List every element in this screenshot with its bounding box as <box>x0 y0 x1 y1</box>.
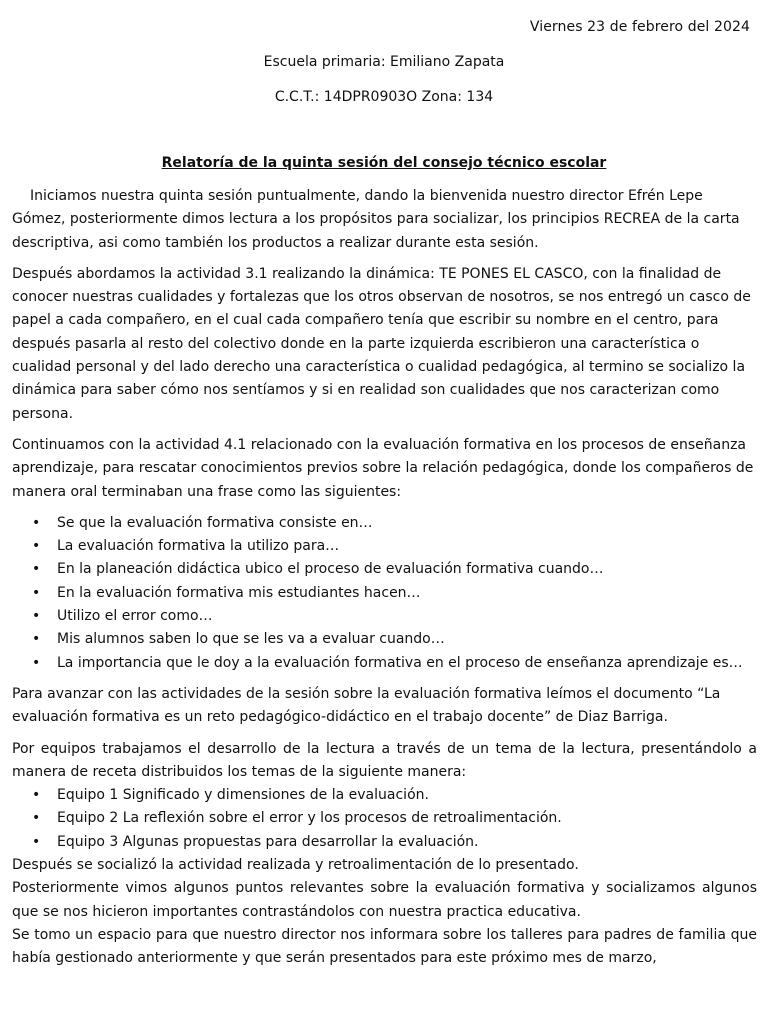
document-date: Viernes 23 de febrero del 2024 <box>529 19 750 35</box>
bullet-icon: • <box>32 833 41 850</box>
school-cct: C.C.T.: 14DPR0903O Zona: 134 <box>274 89 494 105</box>
paragraph-activity-3-1: Después abordamos la actividad 3.1 realizando la dinámica: TE PONES EL CASCO, con la finalidad de conocer nuestras cualidades y fortalezas que los otros observan de nosotros, se nos entregó un casco de papel a cada compañero, en el cual cada compañero tenía que escribir su nombre en el centro, para después pasarla al resto del colectivo donde en la parte izquierda escribieron una característica o cualidad personal y del lado derecho una característica o cualidad pedagógica, al termino se socializo la dinámica para saber cómo nos sentíamos y si en realidad son cualidades que nos caracterizan como persona. <box>12 265 751 422</box>
teams-list <box>12 784 757 854</box>
list-item: • En la planeación didáctica ubico el proceso de evaluación formativa cuando… <box>12 558 757 581</box>
bullet-icon: • <box>32 538 41 555</box>
list-item: • La importancia que le doy a la evaluación formativa en el proceso de enseñanza aprendizaje es… <box>12 652 757 675</box>
bullet-icon: • <box>32 608 41 625</box>
bullet-icon: • <box>32 654 41 671</box>
list-item: • Equipo 2 La reflexión sobre el error y los procesos de retroalimentación. <box>12 807 757 830</box>
list-item: • Mis alumnos saben lo que se les va a evaluar cuando… <box>12 628 757 651</box>
phrases-list <box>12 512 757 675</box>
bullet-icon: • <box>32 810 41 827</box>
bullet-icon: • <box>32 514 41 531</box>
list-item: • La evaluación formativa la utilizo para… <box>12 535 757 558</box>
list-item: • Utilizo el error como… <box>12 605 757 628</box>
paragraph-relevant-points: Posteriormente vimos algunos puntos relevantes sobre la evaluación formativa y socializamos algunos que se nos hicieron importantes contrastándolos con nuestra practica educativa. <box>12 880 757 920</box>
document-title: Relatoría de la quinta sesión del consejo técnico escolar <box>161 155 607 171</box>
list-item: • En la evaluación formativa mis estudiantes hacen… <box>12 582 757 605</box>
school-name: Escuela primaria: Emiliano Zapata <box>263 54 505 70</box>
paragraph-intro: Iniciamos nuestra quinta sesión puntualmente, dando la bienvenida nuestro director Efrén Lepe Gómez, posteriormente dimos lectura a los propósitos para socializar, los principios RECREA de la carta descriptiva, asi como también los productos a realizar durante esta sesión. <box>12 188 740 251</box>
list-item: • Se que la evaluación formativa consiste en… <box>12 512 757 535</box>
paragraph-socialized: Después se socializó la actividad realizada y retroalimentación de lo presentado. <box>12 857 579 874</box>
list-item: • Equipo 1 Significado y dimensiones de la evaluación. <box>12 784 757 807</box>
paragraph-activity-4-1: Continuamos con la actividad 4.1 relacionado con la evaluación formativa en los procesos de enseñanza aprendizaje, para rescatar conocimientos previos sobre la relación pedagógica, donde los compañeros de manera oral terminaban una frase como las siguientes: <box>12 436 754 500</box>
paragraph-workshops: Se tomo un espacio para que nuestro director nos informara sobre los talleres para padres de familia que había gestionado anteriormente y que serán presentados para este próximo mes de marzo, <box>12 926 757 967</box>
document-body <box>12 185 757 971</box>
bullet-icon: • <box>32 561 41 578</box>
paragraph-teams: Por equipos trabajamos el desarrollo de la lectura a través de un tema de la lectura, presentándolo a manera de receta distribuidos los temas de la siguiente manera: <box>12 740 757 780</box>
list-item: • Equipo 3 Algunas propuestas para desarrollar la evaluación. <box>12 831 757 854</box>
bullet-icon: • <box>32 584 41 601</box>
bullet-icon: • <box>32 631 41 648</box>
paragraph-reading: Para avanzar con las actividades de la sesión sobre la evaluación formativa leímos el documento “La evaluación formativa es un reto pedagógico-didáctico en el trabajo docente” de Diaz Barriga. <box>12 685 721 726</box>
bullet-icon: • <box>32 787 41 804</box>
